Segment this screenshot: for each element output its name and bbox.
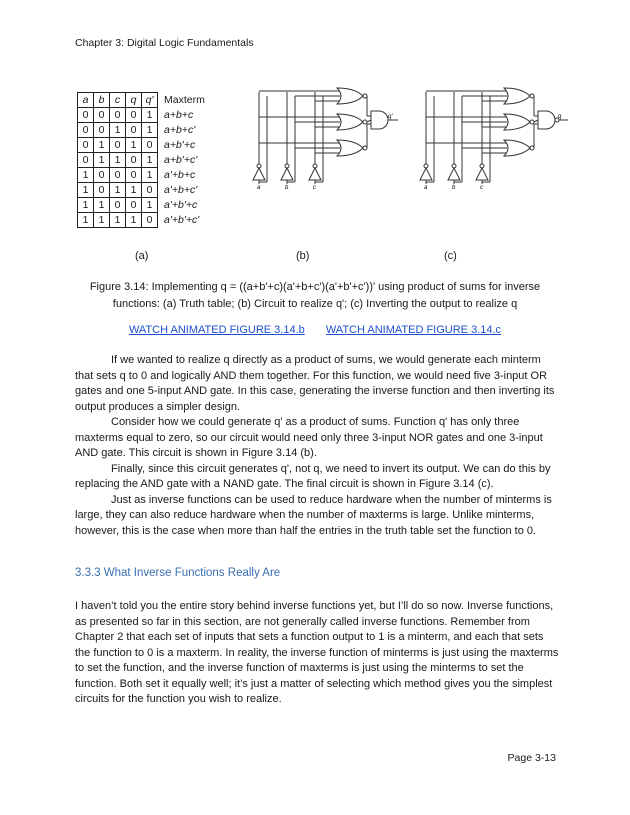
circuit-b xyxy=(245,82,410,192)
circuit-c xyxy=(412,82,577,192)
truth-table-header-row xyxy=(78,93,215,108)
inverter-triangle xyxy=(309,168,321,180)
nor-gate xyxy=(337,140,363,156)
sublabel-a: (a) xyxy=(135,250,149,262)
maxterm-cell: a'+b+c xyxy=(164,168,196,181)
truth-cell: 0 xyxy=(78,108,94,123)
truth-cell: 0 xyxy=(78,138,94,153)
watch-figure-c-link[interactable]: WATCH ANIMATED FIGURE 3.14.c xyxy=(325,324,502,336)
truth-table-row xyxy=(78,108,215,123)
inverter-triangle xyxy=(448,168,460,180)
truth-cell: 0 xyxy=(78,123,94,138)
paragraph-4: Just as inverse functions can be used to reduce hardware when the number of minterms is large, they can also reduce hardware when the number of maxterms is large. Unlike minterms, however, this is the case when more than half the entries in the truth table set the function to 0. xyxy=(75,493,552,537)
circuit-c-gates xyxy=(420,88,568,184)
and-gate xyxy=(538,111,555,129)
truth-cell: 0 xyxy=(142,213,158,228)
section-body xyxy=(75,599,559,708)
truth-cell: 0 xyxy=(94,183,110,198)
truth-table-row xyxy=(78,153,215,168)
truth-cell: 1 xyxy=(78,168,94,183)
truth-cell: 1 xyxy=(78,198,94,213)
truth-cell: 0 xyxy=(110,108,126,123)
maxterm-cell: a'+b'+c xyxy=(164,198,198,211)
truth-cell: 0 xyxy=(94,108,110,123)
truth-cell: 1 xyxy=(110,213,126,228)
nor-gate xyxy=(337,114,363,130)
truth-cell: 0 xyxy=(94,123,110,138)
caption-line-2: functions: (a) Truth table; (b) Circuit to realize q'; (c) Inverting the output to realize q xyxy=(112,298,518,310)
nor-gate xyxy=(337,88,363,104)
truth-cell: 1 xyxy=(142,108,158,123)
truth-cell: 0 xyxy=(126,198,142,213)
figure-caption xyxy=(75,279,555,313)
maxterm-cell: a+b'+c' xyxy=(164,153,198,166)
truth-cell: 0 xyxy=(110,198,126,213)
truth-cell: 1 xyxy=(142,198,158,213)
truth-cell: 1 xyxy=(110,123,126,138)
truth-cell: 1 xyxy=(142,153,158,168)
maxterm-cell: a'+b'+c' xyxy=(164,213,200,226)
truth-cell: 1 xyxy=(94,138,110,153)
col-b: b xyxy=(94,93,110,108)
nor-gate xyxy=(504,140,530,156)
truth-cell: 0 xyxy=(110,138,126,153)
truth-table xyxy=(77,92,215,228)
truth-cell: 1 xyxy=(94,153,110,168)
truth-cell: 0 xyxy=(94,168,110,183)
truth-cell: 1 xyxy=(78,183,94,198)
truth-cell: 0 xyxy=(142,138,158,153)
and-input-wire xyxy=(367,120,371,122)
sublabel-b: (b) xyxy=(296,250,310,262)
maxterm-cell: a'+b+c' xyxy=(164,183,198,196)
circuit-c-input-c: c xyxy=(480,185,483,191)
section-heading: 3.3.3 What Inverse Functions Really Are xyxy=(75,567,281,579)
nor-gate xyxy=(504,88,530,104)
truth-cell: 1 xyxy=(126,138,142,153)
truth-cell: 1 xyxy=(126,183,142,198)
circuit-b-input-a: a xyxy=(257,185,261,191)
col-a: a xyxy=(78,93,94,108)
circuit-b-input-c: c xyxy=(313,185,316,191)
truth-cell: 0 xyxy=(142,183,158,198)
truth-table-row xyxy=(78,198,215,213)
truth-cell: 0 xyxy=(110,168,126,183)
truth-cell: 0 xyxy=(126,153,142,168)
maxterm-cell: a+b'+c xyxy=(164,138,196,151)
caption-line-1: Figure 3.14: Implementing q = ((a+b'+c)(a'+b+c')(a'+b'+c'))' using product of sums for inverse xyxy=(89,281,541,293)
truth-cell: 0 xyxy=(78,153,94,168)
truth-table-row xyxy=(78,213,215,228)
page-number: Page 3-13 xyxy=(507,752,556,764)
circuit-b-gates xyxy=(253,88,398,184)
watch-figure-b-link[interactable]: WATCH ANIMATED FIGURE 3.14.b xyxy=(128,324,305,336)
circuit-b-input-b: b xyxy=(285,185,289,191)
maxterm-cell: a+b+c' xyxy=(164,123,196,136)
inverter-triangle xyxy=(420,168,432,180)
truth-table-row xyxy=(78,123,215,138)
paragraph-1: If we wanted to realize q directly as a product of sums, we would generate each minterm that sets q to 0 and logically AND them together. For this function, we would need five 3-input OR gates and one 5-input AND gate. In this case, generating the inverse function and then inverting its output produces a simpler design. xyxy=(75,354,555,413)
col-c: c xyxy=(110,93,126,108)
nor-gate xyxy=(504,114,530,130)
animation-links xyxy=(75,324,555,336)
and-gate xyxy=(371,111,388,129)
truth-table-row xyxy=(78,138,215,153)
truth-cell: 1 xyxy=(126,213,142,228)
col-maxterm: Maxterm xyxy=(164,93,205,106)
inverter-triangle xyxy=(253,168,265,180)
circuit-c-output: q xyxy=(558,114,562,120)
truth-table-row xyxy=(78,183,215,198)
truth-cell: 0 xyxy=(126,168,142,183)
truth-cell: 1 xyxy=(94,213,110,228)
truth-cell: 1 xyxy=(142,168,158,183)
paragraph-3: Finally, since this circuit generates q', not q, we need to invert its output. We can do this by replacing the AND gate with a NAND gate. The final circuit is shown in Figure 3.14 (c). xyxy=(75,462,551,490)
col-q-prime: q' xyxy=(142,93,158,108)
sublabel-c: (c) xyxy=(444,250,457,262)
body-text xyxy=(75,353,559,539)
maxterm-cell: a+b+c xyxy=(164,108,194,121)
paragraph-2: Consider how we could generate q' as a product of sums. Function q' has only three maxterms equal to zero, so our circuit would need only three 3-input NOR gates and one 3-input AND gate. This circuit is shown in Figure 3.14 (b). xyxy=(75,416,543,459)
truth-cell: 1 xyxy=(110,183,126,198)
truth-cell: 1 xyxy=(110,153,126,168)
truth-cell: 1 xyxy=(94,198,110,213)
and-input-wire xyxy=(534,120,538,122)
col-q: q xyxy=(126,93,142,108)
inverter-triangle xyxy=(281,168,293,180)
circuit-b-output: q' xyxy=(388,114,393,120)
inverter-triangle xyxy=(476,168,488,180)
truth-table-row xyxy=(78,168,215,183)
circuit-c-input-a: a xyxy=(424,185,428,191)
truth-cell: 0 xyxy=(126,123,142,138)
section-paragraph: I haven’t told you the entire story behind inverse functions yet, but I’ll do so now. Inverse functions, as presented so far in this section, are not generally called inverse functions. Remember from Chapter 2 that each set of inputs that sets a function output to 1 is a minterm, and each that sets the function to 0 is a maxterm. In reality, the inverse function of minterms is just using the maxterms to set the function, and the inverse function of maxterms is just using the minterms to set the function. Both set it equally well; it’s just a matter of selecting which method gives you the simplest circuits for the function you wish to realize. xyxy=(75,600,559,705)
truth-cell: 1 xyxy=(78,213,94,228)
circuit-c-input-b: b xyxy=(452,185,456,191)
truth-cell: 1 xyxy=(142,123,158,138)
page-header: Chapter 3: Digital Logic Fundamentals xyxy=(75,37,254,49)
truth-cell: 0 xyxy=(126,108,142,123)
